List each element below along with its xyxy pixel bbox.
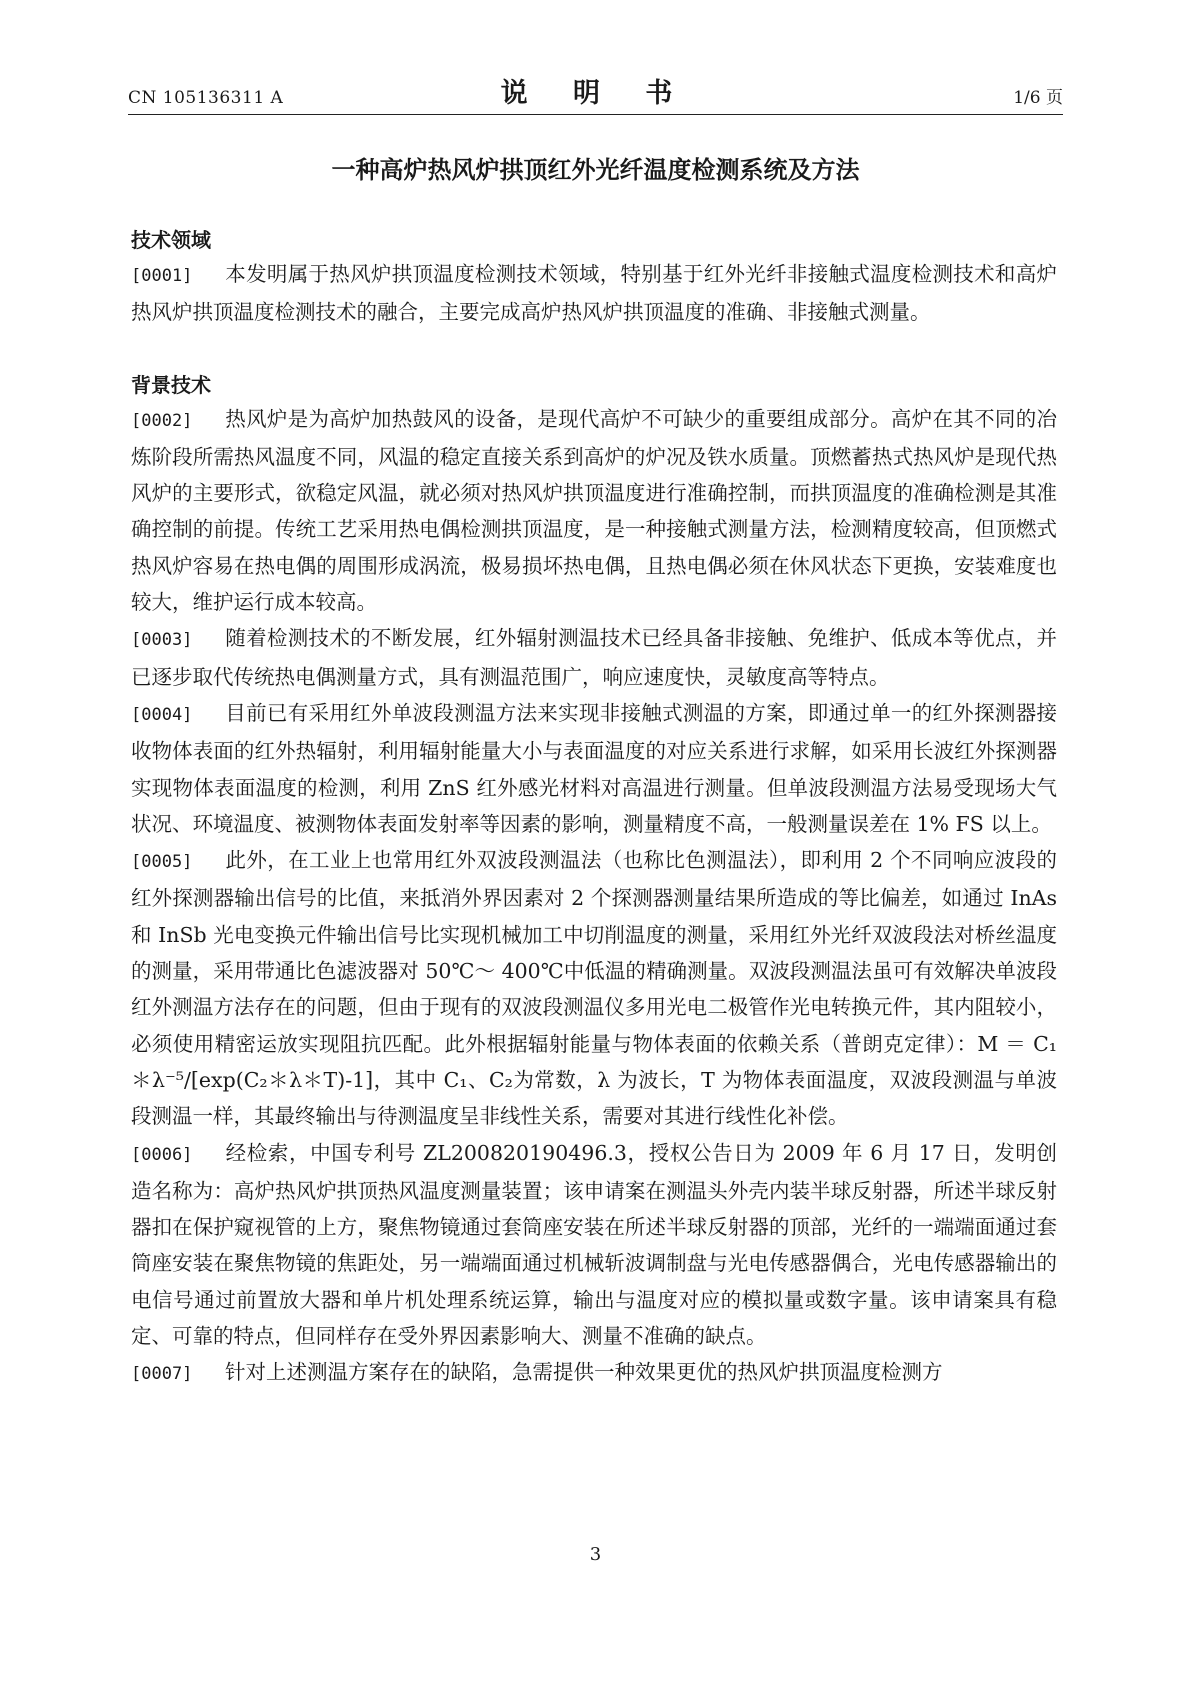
patent-number: CN 105136311 A: [128, 88, 284, 108]
paragraph: [131, 842, 1057, 1134]
document-type: 说 明 书: [500, 78, 691, 109]
paragraph-number: [0004]: [131, 704, 193, 725]
paragraph: [131, 1354, 1057, 1392]
paragraph-number: [0005]: [131, 852, 193, 873]
paragraph: [131, 1135, 1057, 1355]
section-heading-technical-field: 技术领域: [131, 228, 211, 252]
paragraph-number: [0003]: [131, 630, 193, 651]
paragraph-number: [0007]: [131, 1364, 193, 1385]
paragraph: [131, 256, 1057, 331]
paragraph-text: 热风炉是为高炉加热鼓风的设备，是现代高炉不可缺少的重要组成部分。高炉在其不同的冶炼阶段所需热风温度不同，风温的稳定直接关系到高炉的炉况及铁水质量。顶燃蓄热式热风炉是现代热风炉的主要形式，欲稳定风温，就必须对热风炉拱顶温度进行准确控制，而拱顶温度的准确检测是其准确控制的前提。传统工艺采用热电偶检测拱顶温度，是一种接触式测量方法，检测精度较高，但顶燃式热风炉容易在热电偶的周围形成涡流，极易损坏热电偶，且热电偶必须在休风状态下更换，安装难度也较大，维护运行成本较高。: [131, 406, 1057, 615]
invention-title: 一种高炉热风炉拱顶红外光纤温度检测系统及方法: [331, 156, 860, 184]
page-number: 3: [589, 1544, 602, 1565]
paragraph-text: 随着检测技术的不断发展，红外辐射测温技术已经具备非接触、免维护、低成本等优点，并已逐步取代传统热电偶测量方式，具有测温范围广，响应速度快，灵敏度高等特点。: [131, 626, 1057, 689]
document-body: [131, 224, 1057, 1393]
paragraph-number: [0006]: [131, 1144, 193, 1165]
paragraph-number: [0002]: [131, 410, 193, 431]
page-header: [128, 70, 1063, 114]
paragraph-text: 本发明属于热风炉拱顶温度检测技术领域，特别基于红外光纤非接触式温度检测技术和高炉热风炉拱顶温度检测技术的融合，主要完成高炉热风炉拱顶温度的准确、非接触式测量。: [131, 262, 1057, 325]
paragraph-text: 此外，在工业上也常用红外双波段测温法（也称比色测温法），即利用 2 个不同响应波段的红外探测器输出信号的比值，来抵消外界因素对 2 个探测器测量结果所造成的等比偏差，如通过 InAs 和 InSb 光电变换元件输出信号比实现机械加工中切削温度的测量，采用红外光纤双波段法对桥丝温度的测量，采用带通比色滤波器对 50℃～ 400℃中低温的精确测量。双波段测温法虽可有效解决单波段红外测温方法存在的问题，但由于现有的双波段测温仪多用光电二极管作光电转换元件，其内阻较小，必须使用精密运放实现阻抗匹配。此外根据辐射能量与物体表面的依赖关系（普朗克定律）：M ＝ C₁＊λ⁻⁵/[exp(C₂＊λ＊T)-1]，其中 C₁、C₂为常数，λ 为波长，T 为物体表面温度，双波段测温与单波段测温一样，其最终输出与待测温度呈非线性关系，需要对其进行线性化补偿。: [131, 848, 1057, 1129]
paragraph-number: [0001]: [131, 266, 193, 286]
header-divider: [128, 114, 1063, 115]
paragraph-text: 针对上述测温方案存在的缺陷，急需提供一种效果更优的热风炉拱顶温度检测方: [225, 1360, 943, 1385]
paragraph-text: 目前已有采用红外单波段测温方法来实现非接触式测温的方案，即通过单一的红外探测器接收物体表面的红外热辐射，利用辐射能量大小与表面温度的对应关系进行求解，如采用长波红外探测器实现物体表面温度的检测，利用 ZnS 红外感光材料对高温进行测量。但单波段测温方法易受现场大气状况、环境温度、被测物体表面发射率等因素的影响，测量精度不高，一般测量误差在 1% FS 以上。: [131, 700, 1057, 836]
section-heading-background: 背景技术: [131, 372, 211, 397]
paragraph: [131, 695, 1057, 842]
paragraph: [131, 401, 1057, 621]
page-indicator: 1/6 页: [1013, 88, 1063, 108]
paragraph: [131, 620, 1057, 695]
paragraph-text: 经检索，中国专利号 ZL200820190496.3，授权公告日为 2009 年 6 月 17 日，发明创造名称为：高炉热风炉拱顶热风温度测量装置；该申请案在测温头外壳内装半球反射器，所述半球反射器扣在保护窥视管的上方，聚焦物镜通过套筒座安装在所述半球反射器的顶部，光纤的一端端面通过套筒座安装在聚焦物镜的焦距处，另一端端面通过机械斩波调制盘与光电传感器偶合，光电传感器输出的电信号通过前置放大器和单片机处理系统运算，输出与温度对应的模拟量或数字量。该申请案具有稳定、可靠的特点，但同样存在受外界因素影响大、测量不准确的缺点。: [131, 1140, 1057, 1349]
